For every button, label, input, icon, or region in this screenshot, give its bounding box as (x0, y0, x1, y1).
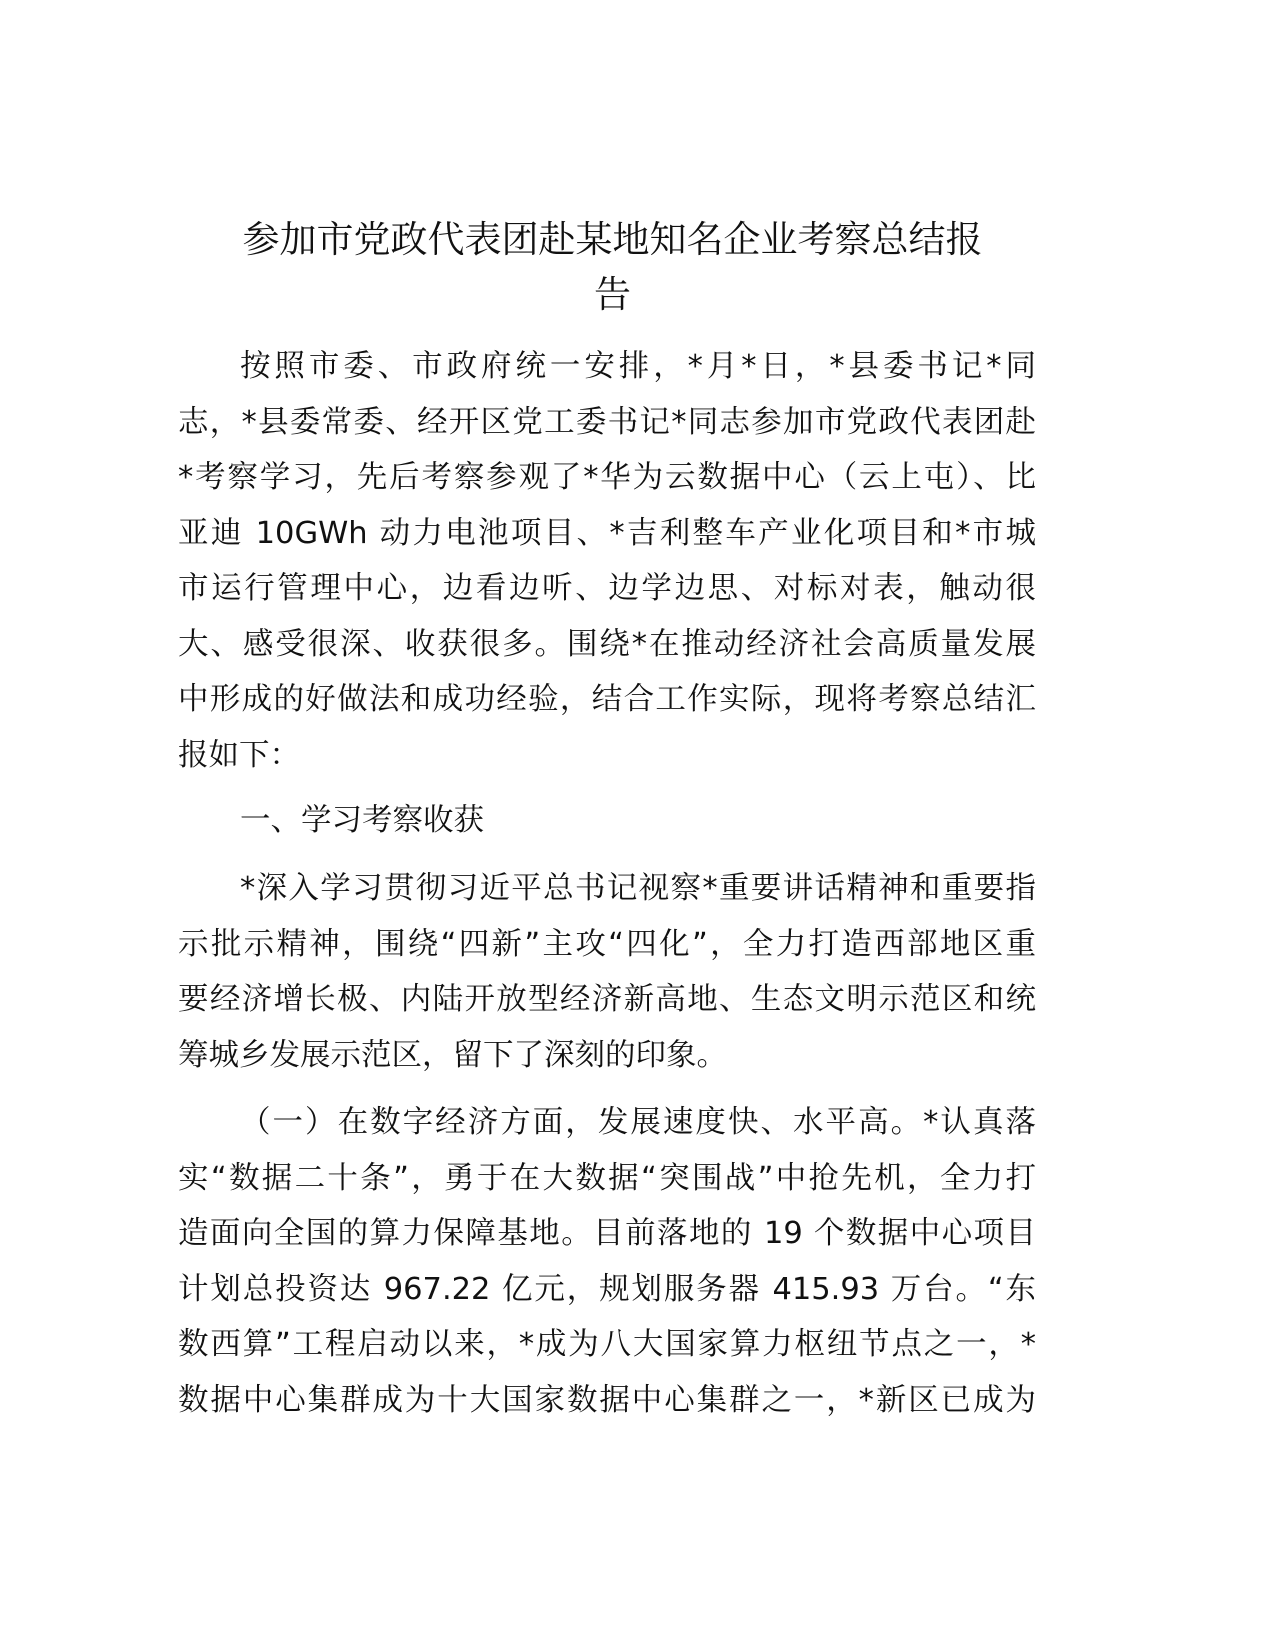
text-line: 市运行管理中心，边看边听、边学边思、对标对表，触动很 (178, 571, 1036, 606)
title-line: 告 (594, 273, 631, 316)
paragraph-intro (178, 339, 1036, 783)
text-line: 按照市委、市政府统一安排，*月*日，*县委书记*同 (240, 349, 1036, 384)
document-title (150, 212, 1075, 322)
text-line: 亚迪 10GWh 动力电池项目、*吉利整车产业化项目和*市城 (178, 515, 1036, 551)
text-line: 一、学习考察收获 (240, 803, 484, 838)
section-heading (178, 793, 1036, 849)
text-line: 数西算”工程启动以来，*成为八大国家算力枢纽节点之一，* (178, 1327, 1036, 1362)
text-line: （一）在数字经济方面，发展速度快、水平高。*认真落 (240, 1105, 1036, 1140)
text-line: 大、感受很深、收获很多。围绕*在推动经济社会高质量发展 (178, 626, 1036, 662)
title-line: 参加市党政代表团赴某地知名企业考察总结报 (242, 218, 983, 261)
text-line: 数据中心集群成为十大国家数据中心集群之一，*新区已成为 (178, 1382, 1036, 1418)
text-line: 志，*县委常委、经开区党工委书记*同志参加市党政代表团赴 (178, 404, 1036, 440)
text-line: 实“数据二十条”，勇于在大数据“突围战”中抢先机，全力打 (178, 1160, 1036, 1196)
text-line: 报如下： (178, 737, 300, 773)
text-line: 示批示精神，围绕“四新”主攻“四化”，全力打造西部地区重 (178, 926, 1036, 962)
paragraph-digital-economy (178, 1095, 1036, 1428)
text-line: 中形成的好做法和成功经验，结合工作实际，现将考察总结汇 (178, 682, 1036, 717)
text-line: *深入学习贯彻习近平总书记视察*重要讲话精神和重要指 (240, 871, 1036, 906)
text-line: 要经济增长极、内陆开放型经济新高地、生态文明示范区和统 (178, 982, 1036, 1017)
paragraph-summary (178, 861, 1036, 1083)
text-line: *考察学习，先后考察参观了*华为云数据中心（云上屯）、比 (178, 460, 1036, 495)
text-line: 造面向全国的算力保障基地。目前落地的 19 个数据中心项目 (178, 1216, 1036, 1251)
text-line: 计划总投资达 967.22 亿元，规划服务器 415.93 万台。“东 (178, 1271, 1036, 1307)
text-line: 筹城乡发展示范区，留下了深刻的印象。 (178, 1037, 727, 1073)
